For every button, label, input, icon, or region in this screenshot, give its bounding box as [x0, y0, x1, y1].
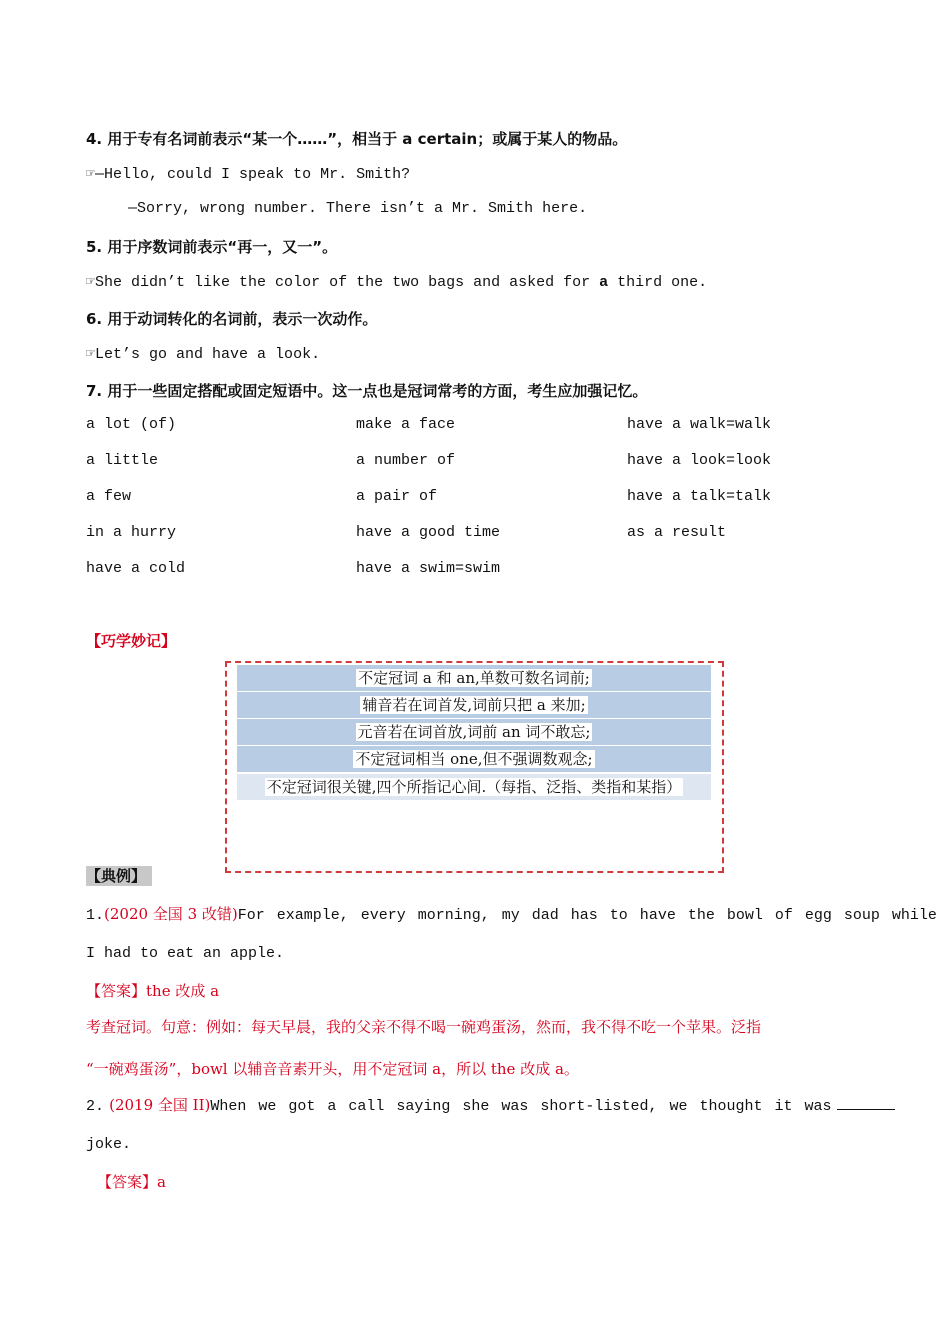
example-1-answer — [86, 980, 219, 1001]
phrase: have a look=look — [627, 452, 772, 469]
example-2-line-1 — [86, 1094, 895, 1115]
answer-label: 【答案】 — [97, 1173, 158, 1191]
example-1-source: (2020 全国 3 改错) — [104, 905, 238, 923]
phrase: a little — [86, 452, 159, 469]
section-7-heading: 7. 用于一些固定搭配或固定短语中。这一点也是冠词常考的方面，考生应加强记忆。 — [86, 382, 648, 400]
example-1-text: For example, every morning, my dad has to have the bowl of egg soup while — [237, 907, 937, 924]
example-2-text: When we got a call saying she was short-listed, we thought it was — [210, 1098, 832, 1115]
answer-blank — [837, 1095, 895, 1110]
phrase: a few — [86, 488, 132, 505]
section-4-example-line-1: ☞—Hello, could I speak to Mr. Smith? — [86, 166, 411, 183]
memo-line: 不定冠词很关键,四个所指记心间.（每指、泛指、类指和某指） — [237, 774, 711, 800]
phrase: have a walk=walk — [627, 416, 772, 433]
phrase: have a cold — [86, 560, 186, 577]
example-2-answer — [97, 1171, 166, 1192]
example-2-number: 2. — [86, 1098, 105, 1115]
memo-line: 不定冠词 a 和 an,单数可数名词前; — [237, 665, 711, 691]
phrase: a pair of — [356, 488, 438, 505]
phrase: in a hurry — [86, 524, 177, 541]
phrase: a number of — [356, 452, 456, 469]
phrase: have a talk=talk — [627, 488, 772, 505]
memo-line: 元音若在词首放,词前 an 词不敢忘; — [237, 719, 711, 745]
memo-line: 辅音若在词首发,词前只把 a 来加; — [237, 692, 711, 718]
example-1-explanation-1: 考查冠词。句意：例如：每天早晨，我的父亲不得不喝一碗鸡蛋汤，然而，我不得不吃一个苹果。泛指 — [86, 1018, 762, 1036]
answer-label: 【答案】 — [86, 982, 147, 1000]
section-5-example-bold: a — [599, 274, 609, 291]
phrase: have a swim=swim — [356, 560, 501, 577]
section-4-example-line-2: —Sorry, wrong number. There isn’t a Mr. Smith here. — [128, 200, 588, 217]
answer-text: the 改成 a — [146, 982, 220, 1000]
phrase: a lot (of) — [86, 416, 177, 433]
section-5-example-text-b: third one. — [608, 274, 708, 291]
section-5-example-text-a: ☞She didn’t like the color of the two bags and asked for — [86, 274, 600, 291]
phrase: make a face — [356, 416, 456, 433]
section-5-example — [86, 272, 707, 291]
phrase: as a result — [627, 524, 727, 541]
answer-text: a — [157, 1173, 166, 1191]
section-4-heading: 4. 用于专有名词前表示“某一个……”，相当于 a certain；或属于某人的物品。 — [86, 130, 628, 148]
example-1-line-1 — [86, 903, 937, 924]
phrase: have a good time — [356, 524, 501, 541]
example-2-line-2: joke. — [86, 1136, 132, 1153]
example-1-line-2: I had to eat an apple. — [86, 945, 285, 962]
section-5-heading: 5. 用于序数词前表示“再一，又一”。 — [86, 238, 338, 256]
memo-title: 【巧学妙记】 — [86, 632, 177, 650]
example-2-source: (2019 全国 II) — [109, 1096, 211, 1114]
examples-label: 【典例】 — [86, 866, 152, 886]
section-6-example: ☞Let’s go and have a look. — [86, 346, 321, 363]
example-1-number: 1. — [86, 907, 105, 924]
example-1-explanation-2: “一碗鸡蛋汤”，bowl 以辅音音素开头，用不定冠词 a，所以 the 改成 a。 — [86, 1060, 579, 1078]
memo-line: 不定冠词相当 one,但不强调数观念; — [237, 746, 711, 772]
section-6-heading: 6. 用于动词转化的名词前，表示一次动作。 — [86, 310, 378, 328]
